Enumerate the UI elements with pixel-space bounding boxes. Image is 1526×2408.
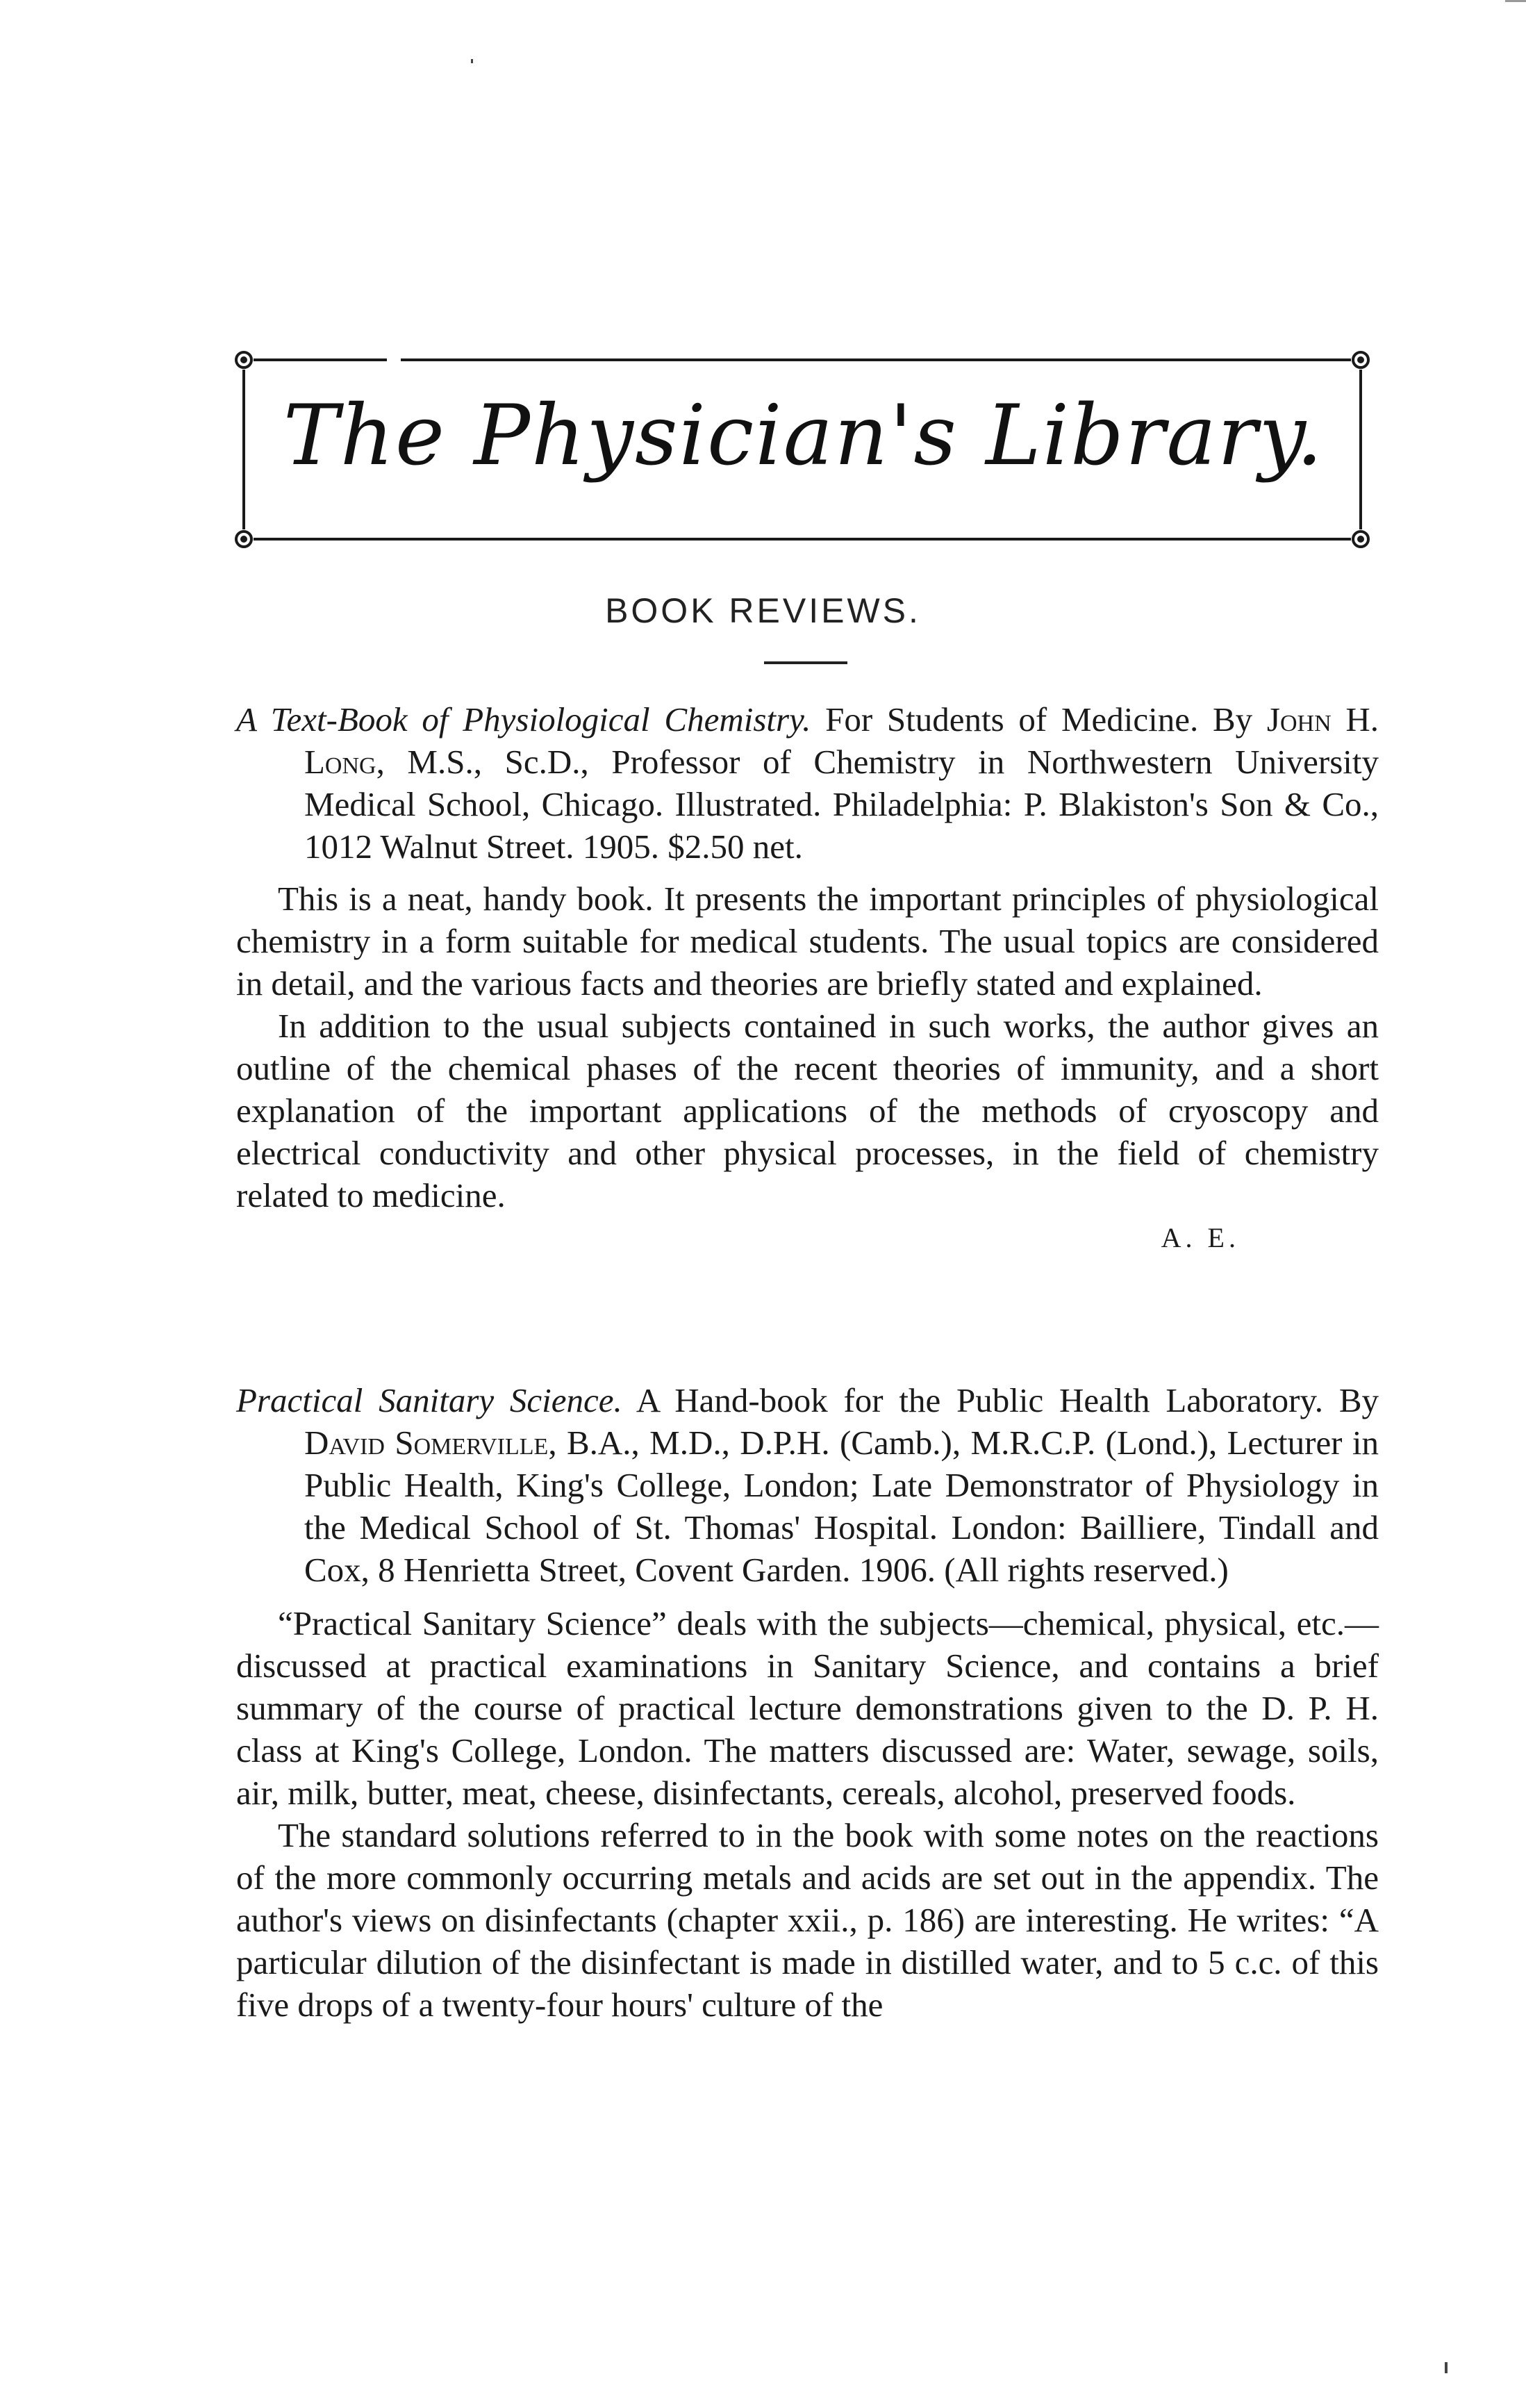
author-name: David Somerville	[304, 1424, 549, 1462]
book-details: For Students of Medicine. By	[811, 700, 1267, 739]
ink-speck	[471, 59, 473, 63]
library-title: The Physician's Library.	[283, 388, 1325, 484]
book-details: , B.A., M.D., D.P.H. (Camb.), M.R.C.P. (Lond.), Lecturer in Public Health, King's College, London; Late Demonstrator of Physiology in the Medical School of St. Thomas' Hospital. London: Bailliere, Tindall and Cox, 8 Henrietta Street, Covent Garden. 1906. (All rights reserved.)	[304, 1424, 1379, 1589]
book-details: A Hand-book for the Public Health Laboratory. By	[622, 1381, 1379, 1419]
review-paragraph: In addition to the usual subjects contained in such works, the author gives an outline of the chemical phases of the recent theories of immunity, and a short explanation of the important applications of the methods of cryoscopy and electrical conductivity and other physical processes, in the field of chemistry related to medicine.	[236, 1007, 1379, 1214]
author-name: John H. Long	[304, 700, 1379, 781]
title-frame	[234, 346, 1373, 549]
scan-edge-mark	[1505, 0, 1526, 2]
reviewer-signature: A. E.	[1161, 1222, 1240, 1253]
book-entry	[236, 1379, 1379, 1591]
book-entry	[236, 698, 1379, 868]
section-heading: BOOK REVIEWS.	[605, 591, 921, 630]
review-physiological-chemistry	[236, 698, 1379, 1259]
ink-speck	[1445, 2362, 1448, 2373]
review-paragraph: The standard solutions referred to in the book with some notes on the reactions of the more commonly occurring metals and acids are set out in the appendix. The author's views on disinfectants (chapter xxii., p. 186) are interesting. He writes: “A particular dilution of the disinfectant is made in distilled water, and to 5 c.c. of this five drops of a twenty-four hours' culture of the	[236, 1816, 1379, 2024]
book-title: Practical Sanitary Science.	[236, 1381, 622, 1419]
heading-rule	[764, 661, 847, 664]
review-paragraph: “Practical Sanitary Science” deals with the subjects—chemical, physical, etc.—discussed at practical examinations in Sanitary Science, and contains a brief summary of the course of practical lecture demonstrations given to the D. P. H. class at King's College, London. The matters discussed are: Water, sewage, soils, air, milk, butter, meat, cheese, disinfectants, cereals, alcohol, preserved foods.	[236, 1604, 1379, 1812]
review-sanitary-science	[236, 1379, 1379, 2026]
book-title: A Text-Book of Physiological Chemistry.	[236, 700, 811, 739]
book-details: , M.S., Sc.D., Professor of Chemistry in Northwestern University Medical School, Chicago. Illustrated. Philadelphia: P. Blakiston's Son & Co., 1012 Walnut Street. 1905. $2.50 net.	[304, 743, 1379, 866]
review-paragraph: This is a neat, handy book. It presents the important principles of physiological chemistry in a form suitable for medical students. The usual topics are considered in detail, and the various facts and theories are briefly stated and explained.	[236, 880, 1379, 1003]
